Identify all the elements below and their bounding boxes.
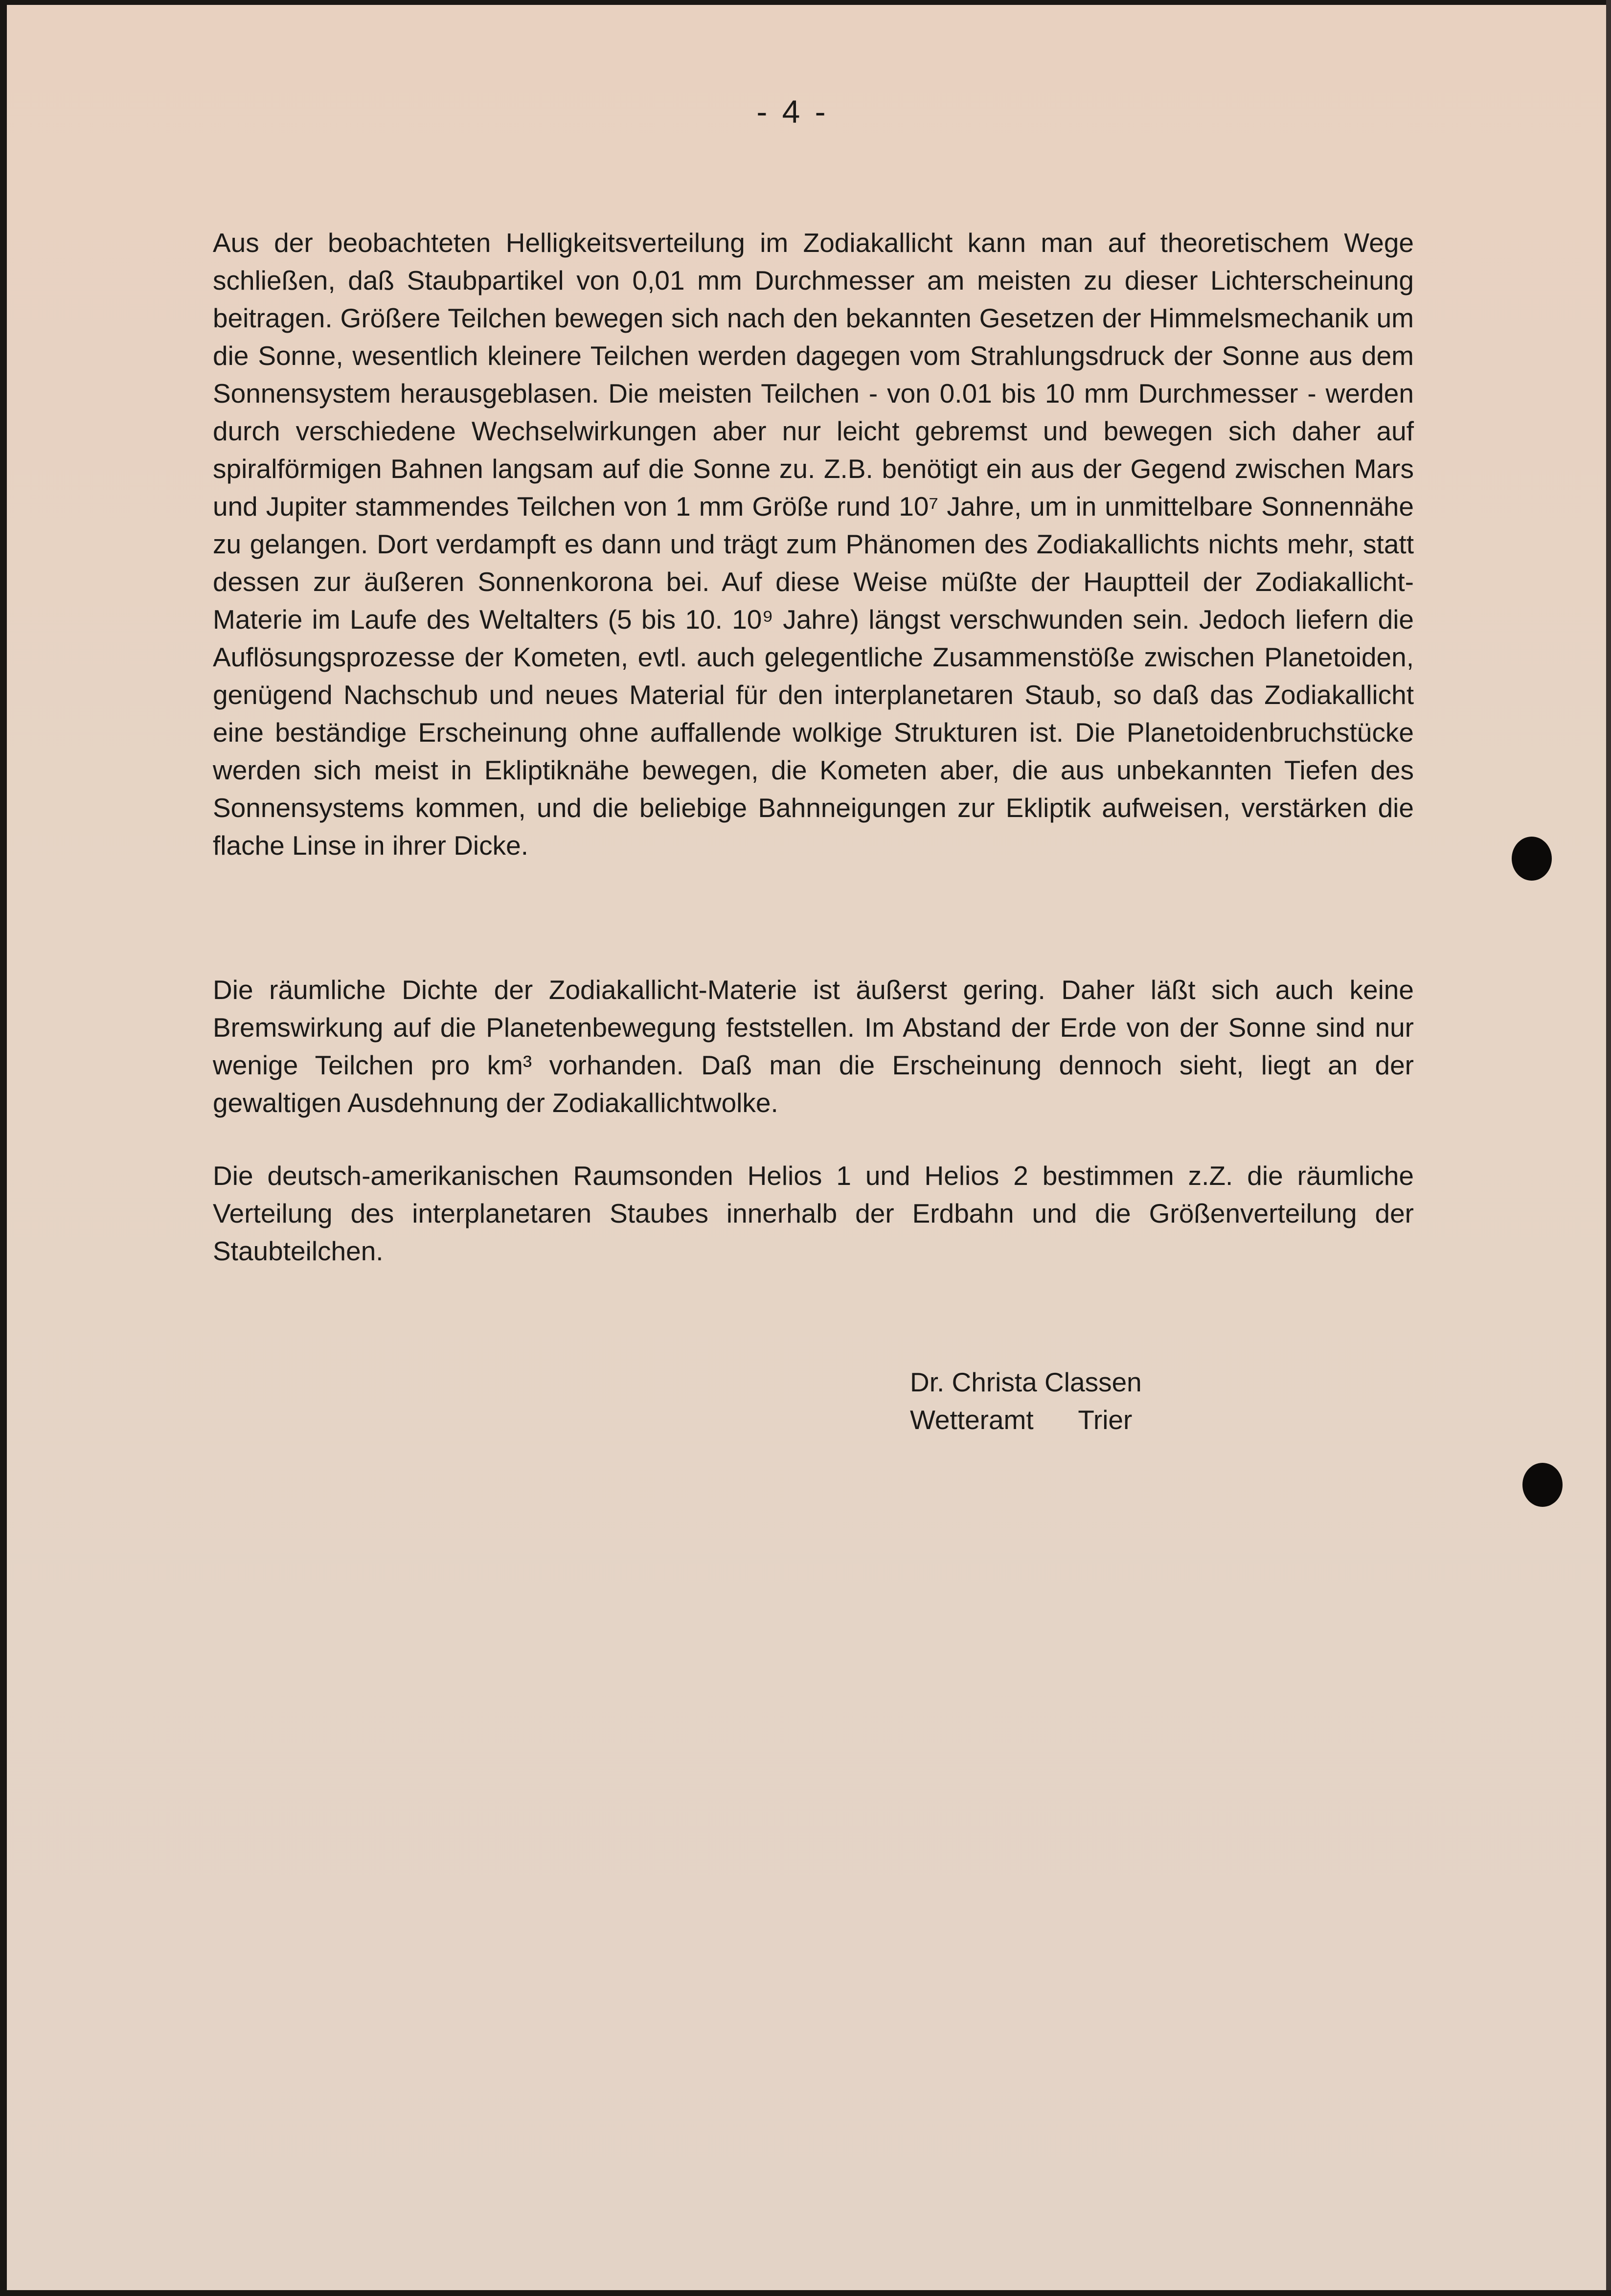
paragraph-density: Die räumliche Dichte der Zodiakallicht-Materie ist äußerst gering. Daher läßt sich auch keine Bremswirkung auf die Planetenbewegung feststellen. Im Abstand der Erde von der Sonne sind nur wenige Teilchen pro km³ vorhanden. Daß man die Erscheinung dennoch sieht, liegt an der gewaltigen Ausdehnung der Zodiakallichtwolke. [213, 975, 1414, 1118]
page-number: - 4 - [756, 93, 829, 130]
signature-name: Dr. Christa Classen [910, 1367, 1142, 1397]
punch-hole [1522, 1463, 1563, 1507]
scan-border-right [1606, 0, 1611, 2296]
punch-hole [1512, 837, 1552, 881]
scan-border-bottom [0, 2290, 1611, 2296]
scan-border-left [0, 0, 7, 2296]
signature-office: Wetteramt Trier [910, 1405, 1133, 1435]
scan-border-top [0, 0, 1611, 5]
paragraph-helios-probes: Die deutsch-amerikanischen Raumsonden Helios 1 und Helios 2 bestimmen z.Z. die räumliche Verteilung des interplanetaren Staubes innerhalb der Erdbahn und die Größenverteilung der Staubteilchen. [213, 1160, 1414, 1266]
paragraph-zodiacal-dust: Aus der beobachteten Helligkeitsverteilung im Zodiakallicht kann man auf theoretischem Wege schließen, daß Staubpartikel von 0,01 mm Durchmesser am meisten zu dieser Lichterscheinung beitragen. Größere Teilchen bewegen sich nach den bekannten Gesetzen der Himmelsmechanik um die Sonne, wesentlich kleinere Teilchen werden dagegen vom Strahlungsdruck der Sonne aus dem Sonnensystem herausgeblasen. Die meisten Teilchen - von 0.01 bis 10 mm Durchmesser - werden durch verschiedene Wechselwirkungen aber nur leicht gebremst und bewegen sich daher auf spiralförmigen Bahnen langsam auf die Sonne zu. Z.B. benötigt ein aus der Gegend zwischen Mars und Jupiter stammendes Teilchen von 1 mm Größe rund 10⁷ Jahre, um in unmittelbare Sonnennähe zu gelangen. Dort verdampft es dann und trägt zum Phänomen des Zodiakallichts nichts mehr, statt dessen zur äußeren Sonnenkorona bei. Auf diese Weise müßte der Hauptteil der Zodiakallicht-Materie im Laufe des Weltalters (5 bis 10. 10⁹ Jahre) längst verschwunden sein. Jedoch liefern die Auflösungsprozesse der Kometen, evtl. auch gelegentliche Zusammenstöße zwischen Planetoiden, genügend Nachschub und neues Material für den interplanetaren Staub, so daß das Zodiakallicht eine beständige Erscheinung ohne auffallende wolkige Strukturen ist. Die Planetoidenbruchstücke werden sich meist in Ekliptiknähe bewegen, die Kometen aber, die aus unbekannten Tiefen des Sonnensystems kommen, und die beliebige Bahnneigungen zur Ekliptik aufweisen, verstärken die flache Linse in ihrer Dicke. [213, 227, 1414, 861]
